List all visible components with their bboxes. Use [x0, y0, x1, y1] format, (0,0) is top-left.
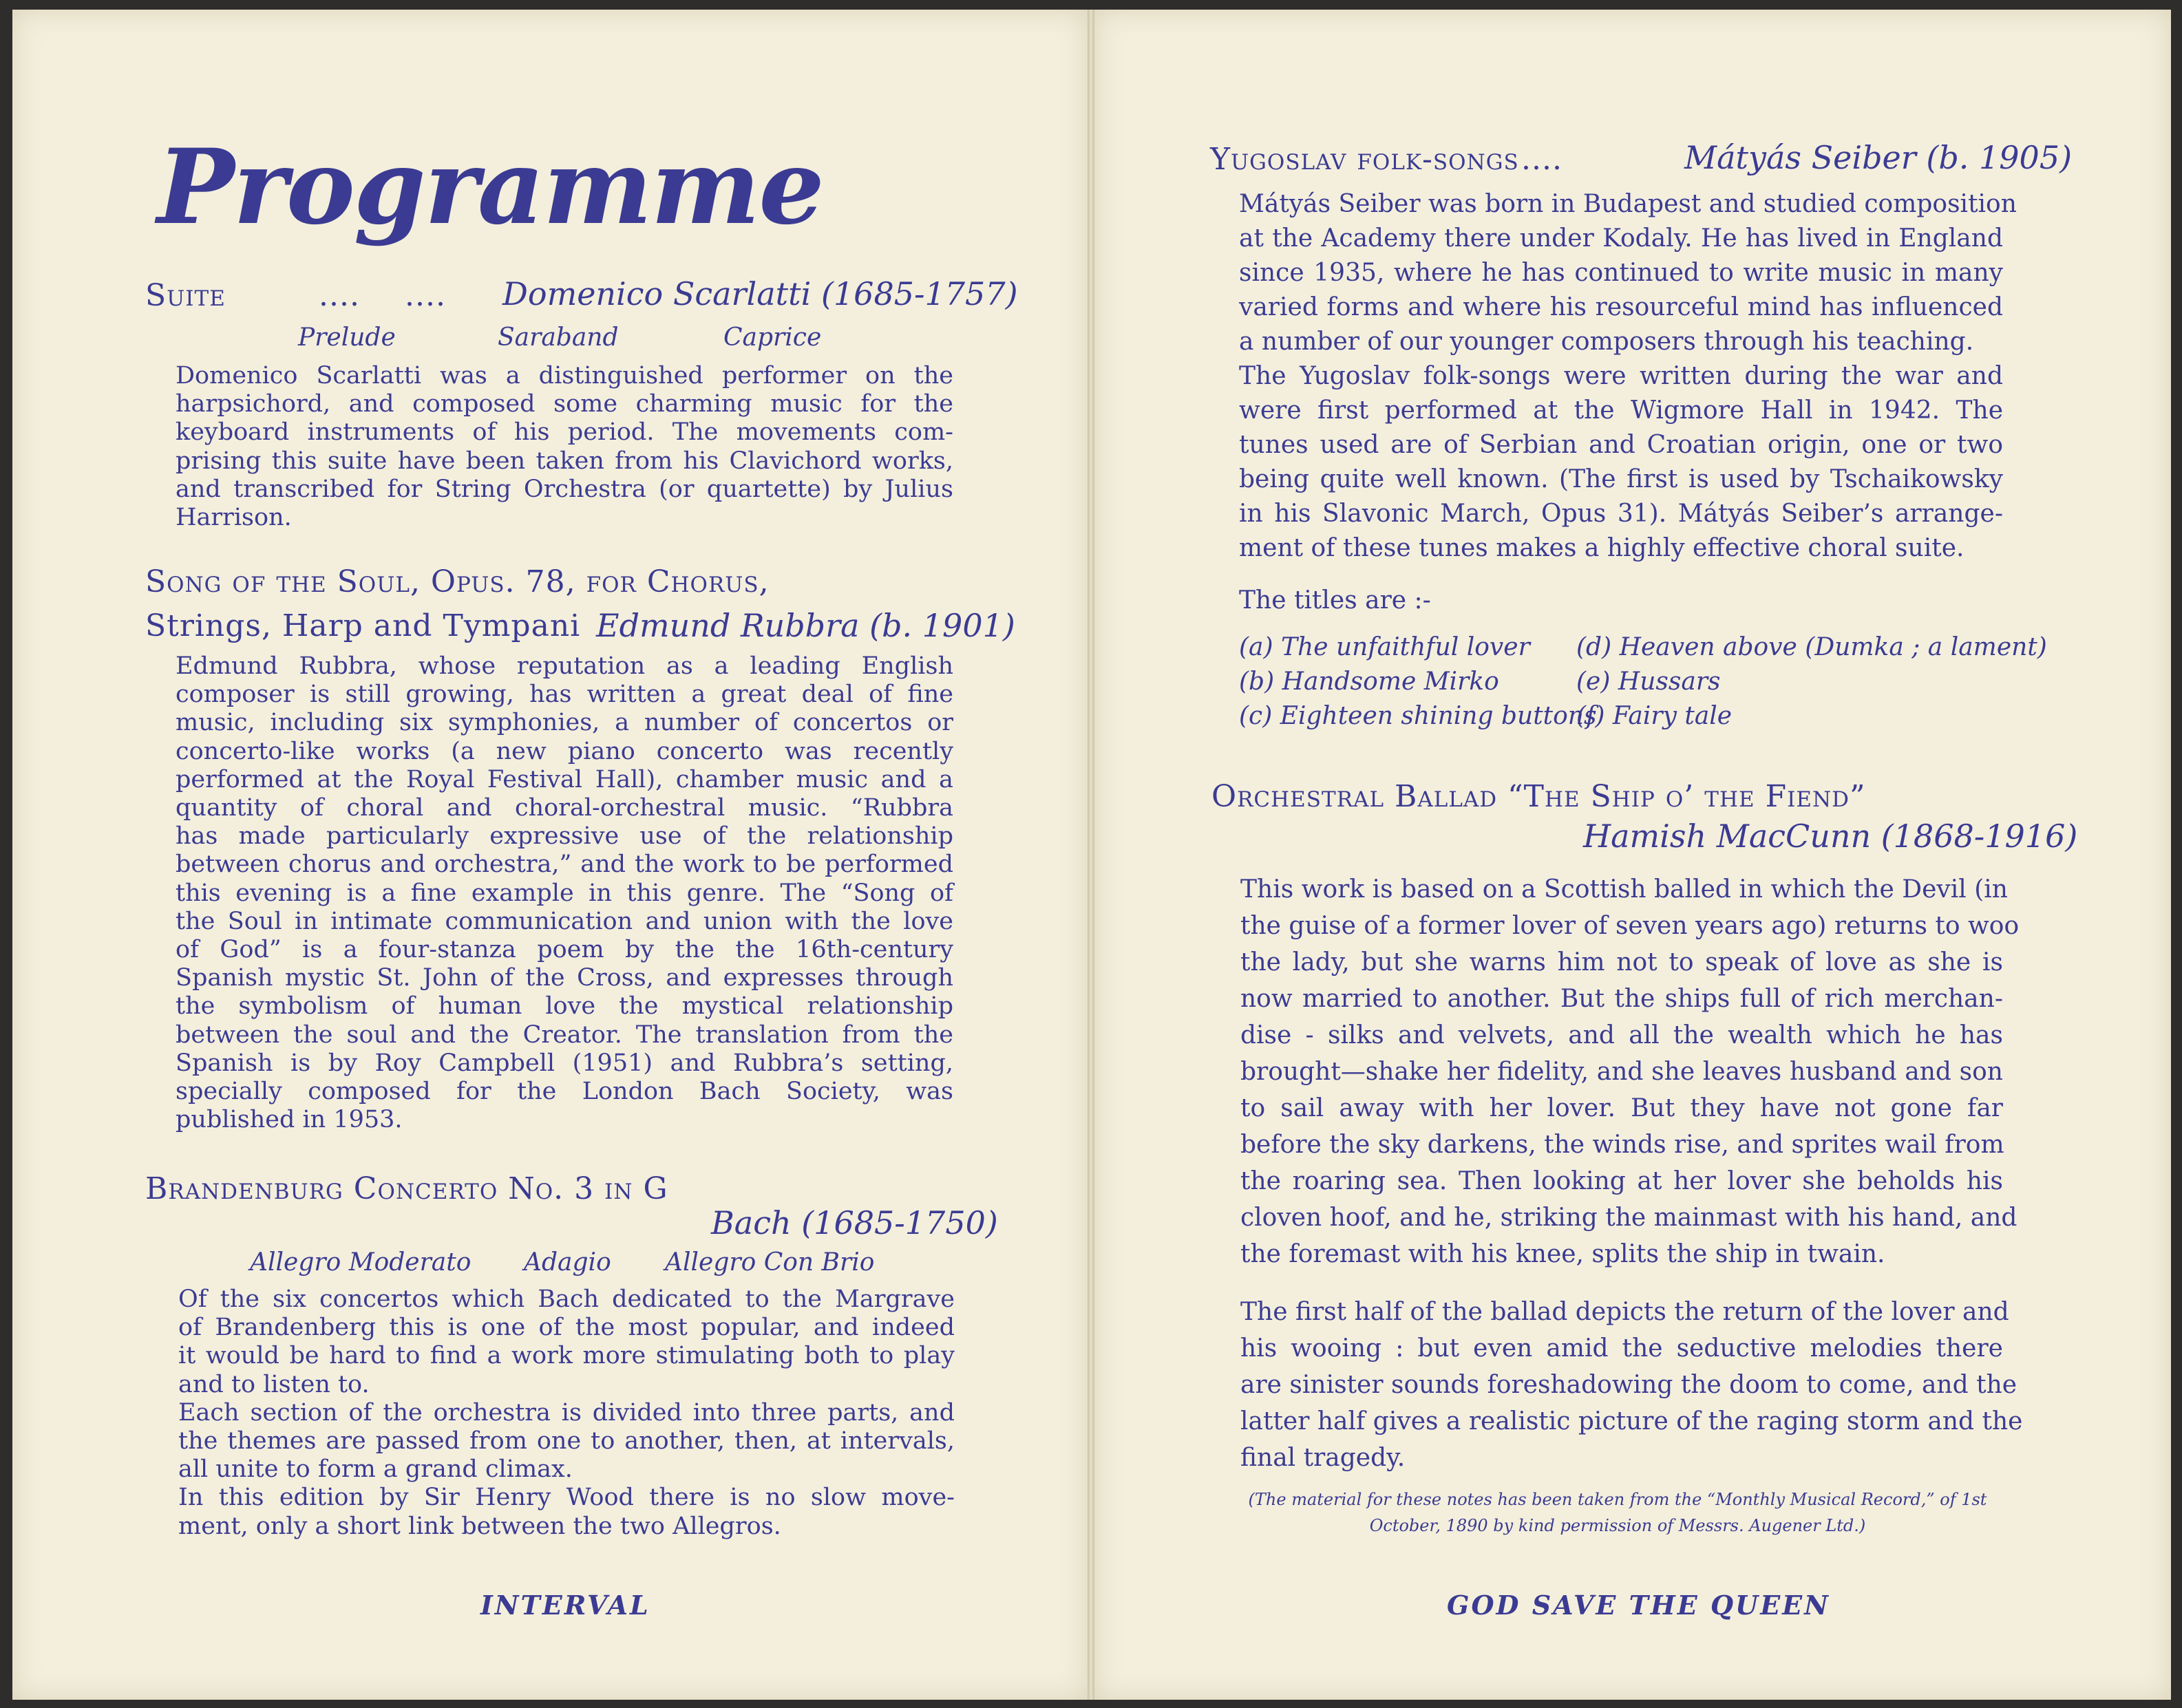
yugoslav-dots: .... — [1521, 142, 1563, 177]
note-line: all unite to form a grand climax. — [178, 1455, 573, 1484]
note-line: this evening is a fine example in this genre. The “Song of — [176, 879, 953, 907]
note-line: in his Slavonic March, Opus 31). Mátyás Seiber’s arrange- — [1239, 500, 2003, 528]
suite-notes — [176, 362, 953, 532]
suite-heading: Suite — [145, 278, 226, 313]
note-line: his wooing : but even amid the seductive melodies there — [1240, 1334, 2003, 1363]
song-heading-line2: Strings, Harp and Tympani — [145, 608, 581, 643]
yugoslav-heading: Yugoslav folk-songs — [1210, 142, 1519, 177]
song-title: (c) Eighteen shining buttons — [1239, 702, 1597, 730]
note-line: In this edition by Sir Henry Wood there is no slow move- — [178, 1484, 955, 1512]
note-line: Spanish mystic St. John of the Cross, and expresses through — [176, 964, 953, 992]
note-line: The Yugoslav folk-songs were written during the war and — [1239, 362, 2003, 390]
note-line: Mátyás Seiber was born in Budapest and studied composition — [1239, 190, 2017, 218]
note-line: published in 1953. — [176, 1106, 403, 1134]
credit-line: October, 1890 by kind permission of Messrs. Augener Ltd.) — [1369, 1516, 1866, 1535]
titles-intro: The titles are :- — [1239, 586, 1431, 615]
note-line: and transcribed for String Orchestra (or quartette) by Julius — [176, 475, 953, 503]
brandenburg-movement: Allegro Con Brio — [665, 1248, 875, 1277]
brandenburg-movement: Adagio — [524, 1248, 611, 1277]
note-line: the themes are passed from one to another, then, at intervals, — [178, 1427, 955, 1455]
note-line: specially composed for the London Bach Society, was — [176, 1078, 953, 1106]
note-line: ment of these tunes makes a highly effective choral suite. — [1239, 534, 1964, 562]
ballad-heading: Orchestral Ballad “The Ship o’ the Fiend” — [1211, 779, 1866, 814]
note-line: prising this suite have been taken from his Clavichord works, — [176, 447, 953, 475]
right-page — [1094, 10, 2171, 1700]
suite-dots-1: .... — [319, 278, 360, 313]
note-line: being quite well known. (The first is used by Tschaikowsky — [1239, 465, 2003, 493]
song-title: (b) Handsome Mirko — [1239, 668, 1499, 696]
note-line: ment, only a short link between the two Allegros. — [178, 1512, 781, 1540]
note-line: the symbolism of human love the mystical relationship — [176, 992, 953, 1021]
note-line: The first half of the ballad depicts the return of the lover and — [1240, 1298, 2009, 1326]
note-line: has made particularly expressive use of the relationship — [176, 822, 953, 851]
suite-dots-2: .... — [405, 278, 446, 313]
titles-column-2 — [1576, 630, 2047, 734]
suite-movement: Prelude — [298, 323, 396, 352]
song-title: (a) The unfaithful lover — [1239, 633, 1530, 661]
note-line: a number of our younger composers through his teaching. — [1239, 328, 1974, 356]
note-line: to sail away with her lover. But they have not gone far — [1240, 1094, 2003, 1122]
note-line: keyboard instruments of his period. The movements com- — [176, 418, 953, 447]
yugoslav-notes — [1239, 187, 2017, 566]
note-line: the lady, but she warns him not to speak of love as she is — [1240, 948, 2003, 976]
note-line: brought—shake her fidelity, and she leaves husband and son — [1240, 1058, 2003, 1086]
note-line: music, including six symphonies, a number of concertos or — [176, 709, 953, 737]
note-line: and to listen to. — [178, 1370, 370, 1398]
song-notes — [176, 652, 953, 1134]
song-composer: Edmund Rubbra (b. 1901) — [596, 607, 1015, 644]
note-line: it would be hard to find a work more stimulating both to play — [178, 1342, 955, 1370]
brandenburg-notes — [178, 1285, 955, 1541]
song-title: (d) Heaven above (Dumka ; a lament) — [1576, 633, 2047, 661]
note-line: concerto-like works (a new piano concerto was recently — [176, 737, 953, 765]
note-line: before the sky darkens, the winds rise, and sprites wail from — [1240, 1131, 2004, 1159]
note-line: between the soul and the Creator. The translation from the — [176, 1021, 953, 1049]
titles-column-1 — [1239, 630, 1596, 734]
note-line: were first performed at the Wigmore Hall in 1942. The — [1239, 396, 2003, 425]
note-line: Domenico Scarlatti was a distinguished performer on the — [176, 362, 953, 389]
song-title: (e) Hussars — [1576, 668, 1721, 696]
ballad-composer: Hamish MacCunn (1868-1916) — [1583, 818, 2078, 855]
note-line: latter half gives a realistic picture of the raging storm and the — [1240, 1407, 2023, 1435]
note-line: composer is still growing, has written a great deal of fine — [176, 681, 953, 709]
note-line: Each section of the orchestra is divided into three parts, and — [178, 1398, 955, 1427]
note-line: the Soul in intimate communication and union with the love — [176, 907, 953, 935]
note-line: Spanish is by Roy Campbell (1951) and Rubbra’s setting, — [176, 1049, 953, 1077]
song-title: (f) Fairy tale — [1576, 702, 1733, 730]
note-line: varied forms and where his resourceful mind has influenced — [1239, 293, 2003, 321]
programme-title: Programme — [157, 127, 823, 248]
ballad-notes-1 — [1240, 871, 2020, 1272]
yugoslav-composer: Mátyás Seiber (b. 1905) — [1684, 139, 2073, 176]
note-line: are sinister sounds foreshadowing the doom to come, and the — [1240, 1371, 2017, 1399]
note-line: dise - silks and velvets, and all the wealth which he has — [1240, 1021, 2003, 1049]
suite-composer: Domenico Scarlatti (1685-1757) — [502, 275, 1018, 312]
note-line: Edmund Rubbra, whose reputation as a leading English — [176, 652, 953, 680]
note-line: the guise of a former lover of seven years ago) returns to woo — [1240, 912, 2020, 940]
credit-line: (The material for these notes has been taken from the “Monthly Musical Record,” of 1st — [1248, 1490, 1987, 1509]
note-line: since 1935, where he has continued to write music in many — [1239, 259, 2003, 287]
note-line: tunes used are of Serbian and Croatian origin, one or two — [1239, 431, 2003, 459]
note-line: the roaring sea. Then looking at her lover she beholds his — [1240, 1167, 2003, 1195]
song-heading-line1: Song of the Soul, Opus. 78, for Chorus, — [145, 564, 770, 599]
note-line: final tragedy. — [1240, 1444, 1406, 1472]
note-line: the foremast with his knee, splits the ship in twain. — [1240, 1240, 1885, 1268]
note-line: between chorus and orchestra,” and the work to be performed — [176, 851, 953, 879]
note-line: Of the six concertos which Bach dedicated to the Margrave — [178, 1285, 955, 1313]
centre-fold — [1088, 10, 1094, 1700]
god-save-the-queen: GOD SAVE THE QUEEN — [1447, 1590, 1830, 1621]
note-line: harpsichord, and composed some charming music for the — [176, 390, 953, 418]
note-line: at the Academy there under Kodaly. He has lived in England — [1239, 224, 2003, 253]
left-page — [12, 10, 1088, 1700]
suite-movement: Caprice — [723, 323, 822, 352]
note-line: of Brandenberg this is one of the most popular, and indeed — [178, 1314, 955, 1342]
interval-label: INTERVAL — [480, 1590, 650, 1621]
note-line: performed at the Royal Festival Hall), chamber music and a — [176, 765, 953, 793]
note-line: of God” is a four-stanza poem by the the 16th-century — [176, 936, 953, 964]
notes-credit — [1218, 1486, 2017, 1539]
brandenburg-composer: Bach (1685-1750) — [711, 1204, 998, 1241]
note-line: Harrison. — [176, 504, 292, 532]
note-line: This work is based on a Scottish balled in which the Devil (in — [1240, 875, 2008, 904]
brandenburg-movement: Allegro Moderato — [250, 1248, 472, 1277]
suite-movement: Saraband — [498, 323, 619, 352]
ballad-notes-2 — [1240, 1294, 2023, 1476]
brandenburg-heading: Brandenburg Concerto No. 3 in G — [145, 1171, 668, 1206]
note-line: quantity of choral and choral-orchestral music. “Rubbra — [176, 794, 953, 822]
note-line: cloven hoof, and he, striking the mainmast with his hand, and — [1240, 1204, 2017, 1232]
note-line: now married to another. But the ships full of rich merchan- — [1240, 985, 2003, 1013]
